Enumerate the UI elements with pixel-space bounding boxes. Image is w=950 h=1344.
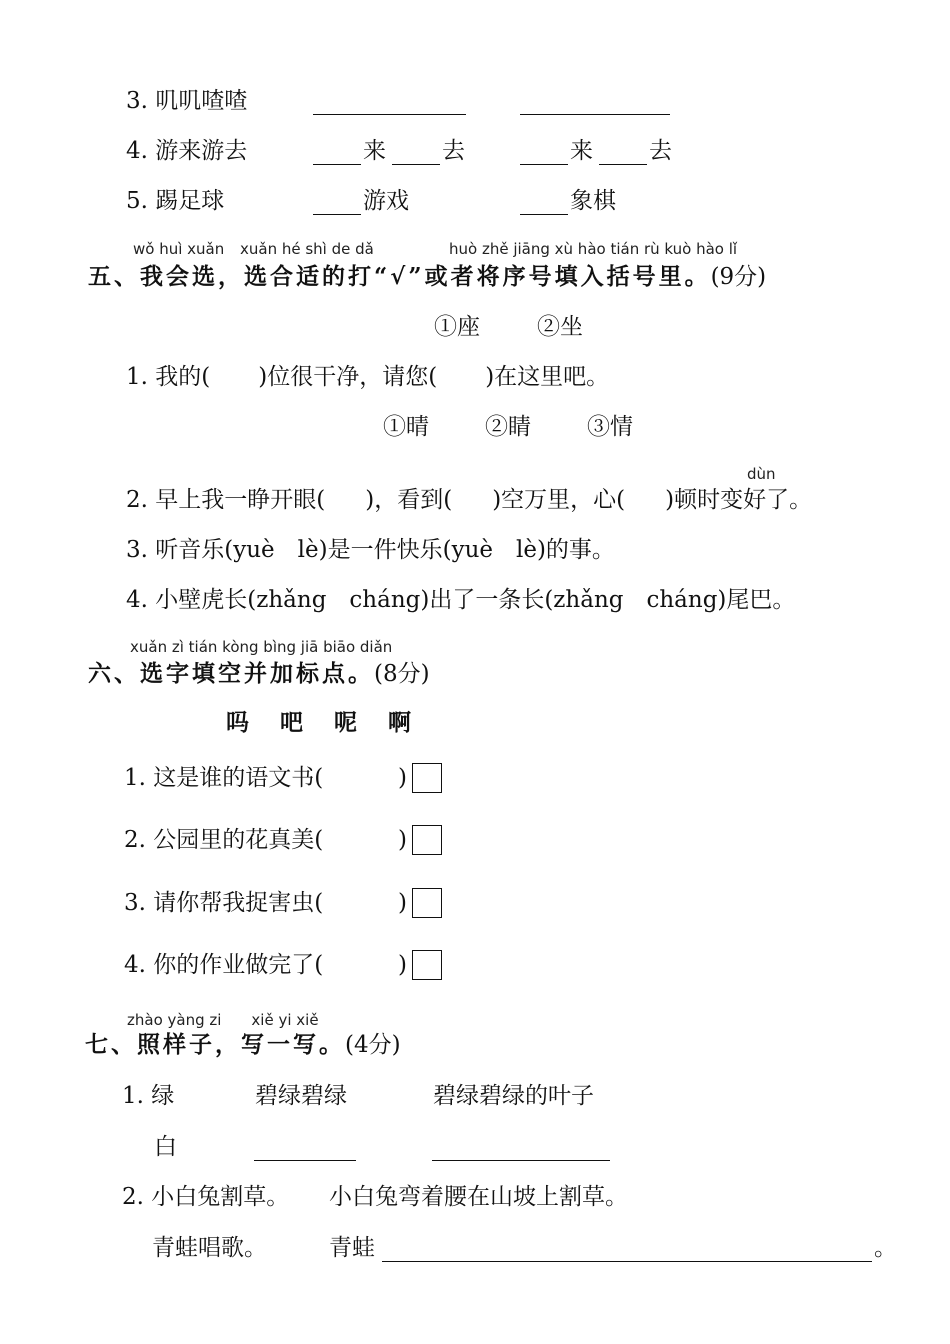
example-sentence: 小白兔弯着腰在山坡上割草。 xyxy=(329,1184,628,1210)
answer-blank[interactable] xyxy=(520,164,568,165)
answer-blank[interactable] xyxy=(392,164,440,165)
punctuation-box[interactable] xyxy=(412,763,442,793)
s7-q2-start: 青蛙 xyxy=(329,1235,375,1261)
punctuation-box[interactable] xyxy=(412,950,442,980)
s7-q2-prompt: 青蛙唱歌。 xyxy=(152,1235,267,1261)
s7-q1-prompt: 白 xyxy=(154,1134,177,1160)
pinyin: xuǎn zì tián kòng bìng jiā biāo diǎn xyxy=(130,638,393,656)
section-5-title: 五、我会选，选合适的打“√”或者将序号填入括号里。(9分) xyxy=(88,263,767,290)
period: 。 xyxy=(874,1235,897,1261)
s7-q2-example: 2. 小白兔割草。 xyxy=(122,1184,290,1210)
s6-item: 4. 你的作业做完了( xyxy=(124,952,324,978)
blank-suffix: 象棋 xyxy=(570,188,616,214)
s5-question-1: 1. 我的( )位很干净，请您( )在这里吧。 xyxy=(126,364,610,390)
blank-suffix: 来 xyxy=(363,138,386,164)
answer-blank[interactable] xyxy=(520,214,568,215)
blank-suffix: 去 xyxy=(442,138,465,164)
answer-blank[interactable] xyxy=(432,1160,610,1161)
s5-question-2: 2. 早上我一睁开眼( )，看到( )空万里，心( )顿时变好了。 xyxy=(126,487,813,513)
item-3: 3. 叽叽喳喳 xyxy=(126,88,248,114)
close-paren: ) xyxy=(398,890,407,916)
blank-suffix: 来 xyxy=(570,138,593,164)
punctuation-box[interactable] xyxy=(412,888,442,918)
close-paren: ) xyxy=(398,765,407,791)
section-7-title: 七、照样子，写一写。(4分) xyxy=(85,1031,401,1058)
example-phrase: 碧绿碧绿的叶子 xyxy=(433,1083,594,1109)
answer-line[interactable] xyxy=(382,1261,872,1262)
option: ①座 xyxy=(434,314,480,340)
item-4: 4. 游来游去 xyxy=(126,138,248,164)
option: ①晴 xyxy=(383,414,429,440)
answer-blank[interactable] xyxy=(254,1160,356,1161)
answer-blank[interactable] xyxy=(520,114,670,115)
punctuation-box[interactable] xyxy=(412,825,442,855)
answer-blank[interactable] xyxy=(313,214,361,215)
option: ②睛 xyxy=(485,414,531,440)
s6-item: 2. 公园里的花真美( xyxy=(124,827,324,853)
blank-suffix: 游戏 xyxy=(363,188,409,214)
blank-suffix: 去 xyxy=(649,138,672,164)
s5-question-3: 3. 听音乐(yuè lè)是一件快乐(yuè lè)的事。 xyxy=(126,537,615,563)
pinyin: xuǎn hé shì de dǎ xyxy=(240,240,374,258)
s6-item: 1. 这是谁的语文书( xyxy=(124,765,324,791)
option: ③情 xyxy=(587,414,633,440)
pinyin: wǒ huì xuǎn xyxy=(133,240,225,258)
answer-blank[interactable] xyxy=(313,164,361,165)
item-5: 5. 踢足球 xyxy=(126,188,225,214)
close-paren: ) xyxy=(398,952,407,978)
section-6-title: 六、选字填空并加标点。(8分) xyxy=(88,660,430,687)
option: ②坐 xyxy=(537,314,583,340)
s5-question-4: 4. 小壁虎长(zhǎng cháng)出了一条长(zhǎng cháng)尾巴。 xyxy=(126,587,796,613)
example-word: 碧绿碧绿 xyxy=(255,1083,347,1109)
pinyin: dùn xyxy=(747,465,776,483)
pinyin: zhào yàng zi xiě yi xiě xyxy=(127,1011,319,1029)
pinyin: huò zhě jiāng xù hào tián rù kuò hào lǐ xyxy=(449,240,738,258)
answer-blank[interactable] xyxy=(313,114,466,115)
close-paren: ) xyxy=(398,827,407,853)
word-bank: 吗 吧 呢 啊 xyxy=(226,709,415,736)
s7-q1-label: 1. 绿 xyxy=(122,1083,175,1109)
s6-item: 3. 请你帮我捉害虫( xyxy=(124,890,324,916)
answer-blank[interactable] xyxy=(599,164,647,165)
